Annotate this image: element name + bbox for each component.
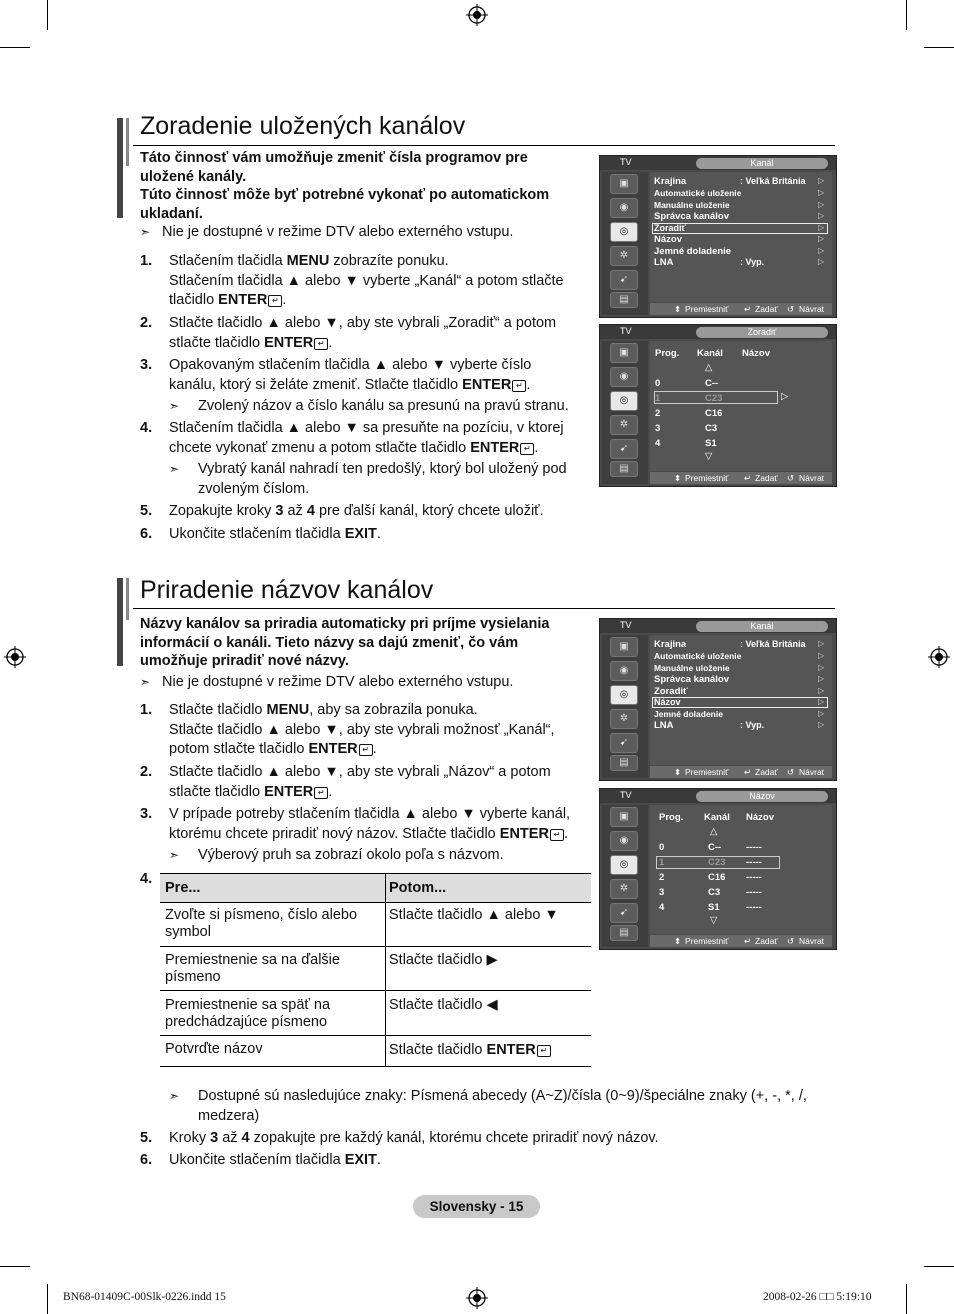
osd-menu-item[interactable]: Jemné doladenie <box>654 246 732 257</box>
text: Stlačte tlačidlo ▲ alebo ▼, aby ste vybrali „Zoradiť“ a potom <box>169 315 557 331</box>
application-icon[interactable]: ▤ <box>610 755 638 771</box>
table-cell: ----- <box>746 902 762 913</box>
text: Stlačte tlačidlo <box>389 1042 487 1058</box>
section-bar <box>117 578 123 666</box>
section-title: Zoradenie uložených kanálov <box>140 112 466 140</box>
table-cell: 0 <box>655 378 661 389</box>
step-3: V prípade potreby stlačením tlačidla ▲ alebo ▼ vyberte kanál, ktorému chcete priradiť nový názov. Stlačte tlačidlo ENTER ↵ . <box>169 805 589 844</box>
osd-title: Zoradiť <box>696 327 828 338</box>
osd-menu-item[interactable]: Jemné doladenie <box>654 709 723 719</box>
arrow-down-icon: ▽ <box>705 451 713 462</box>
text: Stlačte tlačidlo ▲ alebo ▼, aby ste vybrali možnosť „Kanál“, <box>169 721 555 738</box>
channel-icon[interactable]: ◎ <box>610 855 638 875</box>
table-rule <box>160 1066 591 1067</box>
step-3: Opakovaným stlačením tlačidla ▲ alebo ▼ vyberte číslo kanálu, ktorý si želáte zmeniť. Stlačte tlačidlo ENTER ↵ . <box>169 356 589 395</box>
osd-tv-label: TV <box>620 326 632 336</box>
osd-menu-item[interactable]: LNA <box>654 720 674 731</box>
osd-menu-item[interactable]: Zoradiť <box>654 686 688 697</box>
picture-icon[interactable]: ▣ <box>610 807 638 827</box>
osd-tv-label: TV <box>620 790 632 800</box>
text: Kroky <box>169 1130 211 1146</box>
text: zobrazíte ponuku. <box>329 253 449 269</box>
step-2: Stlačte tlačidlo ▲ alebo ▼, aby ste vybrali „Zoradiť“ a potom stlačte tlačidlo ENTER ↵ . <box>169 314 589 353</box>
arrow-right-icon: ▷ <box>818 188 825 197</box>
osd-menu-item[interactable]: Správca kanálov <box>654 674 729 685</box>
arrow-right-icon: ▷ <box>818 211 825 220</box>
arrow-right-icon: ▷ <box>818 709 825 718</box>
note <box>169 846 589 866</box>
osd-menu-value: : Veľká Británia <box>740 176 806 186</box>
key-enter: ENTER <box>486 1042 536 1058</box>
table-cell[interactable]: ----- <box>746 857 762 868</box>
table-header-bg <box>160 874 591 902</box>
text: až <box>283 503 307 519</box>
intro-line: uložené kanály. <box>140 168 247 185</box>
table-cell: 4 <box>655 438 661 449</box>
note-text: zvoleným číslom. <box>198 480 310 497</box>
osd-enter: Zadať <box>755 304 778 314</box>
table-cell[interactable]: C23 <box>708 857 726 868</box>
table-cell[interactable]: 1 <box>659 857 665 868</box>
title-rule <box>133 145 835 146</box>
text: Stlačte tlačidlo ▲ alebo ▼, aby ste vybrali „Názov“ a potom <box>169 764 551 780</box>
osd-menu-item[interactable]: Názov <box>654 697 681 707</box>
section-bar <box>117 118 123 218</box>
intro-line: Názvy kanálov sa priradia automaticky pri príjme vysielania <box>140 616 550 632</box>
arrow-right-icon: ▷ <box>818 234 825 243</box>
file-slug: BN68-01409C-00Slk-0226.indd 15 <box>63 1291 226 1303</box>
move-icon: ⬍ <box>674 936 682 946</box>
picture-icon[interactable]: ▣ <box>610 343 638 363</box>
step-5 <box>169 502 589 522</box>
key-enter: ENTER <box>470 439 520 456</box>
application-icon[interactable]: ▤ <box>610 925 638 941</box>
application-icon[interactable]: ▤ <box>610 461 638 477</box>
move-icon: ⬍ <box>674 473 682 483</box>
osd-move: Premiestniť <box>685 473 729 483</box>
note-arrow-icon: ➣ <box>169 848 180 862</box>
intro-line: informácií o kanáli. Tieto názvy sa dajú zmeniť, čo vám <box>140 634 519 651</box>
osd-menu-value: : Vyp. <box>740 720 765 730</box>
input-icon[interactable]: ➹ <box>610 439 638 459</box>
arrow-right-icon: ▷ <box>818 246 825 255</box>
return-icon: ↺ <box>787 473 795 483</box>
return-icon: ↺ <box>787 767 795 777</box>
sound-icon[interactable]: ◉ <box>610 367 638 387</box>
table-cell: ----- <box>746 887 762 898</box>
application-icon[interactable]: ▤ <box>610 292 638 308</box>
osd-menu-item[interactable]: Správca kanálov <box>654 211 729 222</box>
table-cell: 2 <box>655 408 661 419</box>
step-6 <box>169 1151 589 1171</box>
osd-name-screen <box>599 788 837 950</box>
osd-sort-screen <box>599 324 837 487</box>
step-number: 3. <box>140 357 153 373</box>
text: zopakujte pre každý kanál, ktorému chcete priradiť nový názov. <box>249 1130 659 1146</box>
osd-return: Návrat <box>799 936 825 946</box>
text: Stlačením tlačidla ▲ alebo ▼ sa presuňte na pozíciu, v ktorej <box>169 420 564 436</box>
text: V prípade potreby stlačením tlačidla ▲ alebo ▼ vyberte kanál, <box>169 806 571 822</box>
note-text: Zvolený názov a číslo kanálu sa presunú na pravú stranu. <box>198 398 569 414</box>
setup-icon[interactable]: ✲ <box>610 415 638 435</box>
step-number: 6. <box>140 526 153 542</box>
table-header: Potom... <box>389 880 447 896</box>
setup-icon[interactable]: ✲ <box>610 246 638 266</box>
osd-enter: Zadať <box>755 936 778 946</box>
table-cell: Stlačte tlačidlo ◀ <box>389 997 498 1013</box>
enter-icon: ↵ <box>520 443 534 455</box>
osd-content <box>650 805 832 934</box>
step-2: Stlačte tlačidlo ▲ alebo ▼, aby ste vybrali „Názov“ a potom stlačte tlačidlo ENTER ↵ . <box>169 763 589 802</box>
table-cell: C3 <box>705 423 718 434</box>
step-number: 2. <box>140 764 153 780</box>
key-exit: EXIT <box>344 526 377 542</box>
text: Opakovaným stlačením tlačidla ▲ alebo ▼ vyberte číslo <box>169 357 532 373</box>
arrow-right-icon: ▷ <box>818 223 825 232</box>
osd-channel-menu <box>599 155 837 318</box>
arrow-right-icon: ▷ <box>818 639 825 648</box>
arrow-right-icon: ▷ <box>818 674 825 683</box>
picture-icon[interactable]: ▣ <box>610 637 638 657</box>
text: Zopakujte kroky <box>169 503 276 519</box>
text: Ukončite stlačením tlačidla <box>169 1152 345 1168</box>
date-slug: 2008-02-26 □□ 5:19:10 <box>763 1291 872 1303</box>
osd-menu-item[interactable]: Zoradiť <box>654 223 686 233</box>
arrow-right-icon: ▷ <box>818 176 825 185</box>
arrow-right-icon: ▷ <box>818 200 825 209</box>
enter-icon: ↵ <box>744 936 752 946</box>
text: tlačidlo <box>169 292 219 308</box>
registration-mark-icon <box>466 4 488 26</box>
input-icon[interactable]: ➹ <box>610 270 638 290</box>
table-rule <box>385 874 386 1066</box>
table-cell: S1 <box>705 438 717 449</box>
enter-icon: ↵ <box>744 767 752 777</box>
note-text: Nie je dostupné v režime DTV alebo externého vstupu. <box>162 674 514 690</box>
table-cell: Potvrďte názov <box>165 1041 263 1057</box>
arrow-right-icon: ▷ <box>818 720 825 729</box>
note <box>140 673 513 693</box>
osd-menu-item[interactable]: Manuálne uloženie <box>654 663 730 673</box>
text: Stlačením tlačidla <box>169 253 287 269</box>
key-enter: ENTER <box>264 334 314 351</box>
step-4: Stlačením tlačidla ▲ alebo ▼ sa presuňte na pozíciu, v ktorej chcete vykonať zmenu a potom stlačte tlačidlo ENTER ↵ . <box>169 419 589 458</box>
section-title: Priradenie názvov kanálov <box>140 576 434 604</box>
text: . <box>376 526 381 542</box>
picture-icon[interactable]: ▣ <box>610 174 638 194</box>
osd-move: Premiestniť <box>685 304 729 314</box>
enter-icon: ↵ <box>744 304 752 314</box>
osd-move: Premiestniť <box>685 767 729 777</box>
key-enter: ENTER <box>264 783 314 800</box>
table-cell <box>389 1042 551 1058</box>
sound-icon[interactable]: ◉ <box>610 831 638 851</box>
intro-line: umožňuje priradiť nové názvy. <box>140 653 349 669</box>
table-cell: Zvoľte si písmeno, číslo alebo symbol <box>165 907 358 940</box>
sound-icon[interactable]: ◉ <box>610 198 638 218</box>
enter-icon: ↵ <box>359 744 373 756</box>
column-header: Názov <box>746 812 774 823</box>
table-cell: 4 <box>659 902 665 913</box>
text: pre ďalší kanál, ktorý chcete uložiť. <box>314 503 544 519</box>
step-1: Stlačením tlačidla MENU zobrazíte ponuku. Stlačením tlačidla ▲ alebo ▼ vyberte „Kanál“ a potom stlačte tlačidlo ENTER ↵ . <box>169 252 589 311</box>
step-number: 5. <box>140 1130 153 1146</box>
table-cell: 3 <box>659 887 665 898</box>
table-rule <box>160 990 591 991</box>
arrow-right-icon: ▷ <box>781 391 789 402</box>
registration-mark-icon <box>4 646 26 668</box>
table-cell: 0 <box>659 842 665 853</box>
step-number: 4. <box>140 871 153 887</box>
key-enter: ENTER <box>218 292 268 308</box>
sound-icon[interactable]: ◉ <box>610 661 638 681</box>
osd-channel-menu <box>599 618 837 781</box>
osd-enter: Zadať <box>755 767 778 777</box>
setup-icon[interactable]: ✲ <box>610 879 638 899</box>
enter-icon: ↵ <box>268 295 282 307</box>
enter-icon: ↵ <box>314 338 328 350</box>
osd-content <box>650 341 832 471</box>
table-cell: 2 <box>659 872 665 883</box>
note-text: medzera) <box>198 1107 260 1124</box>
note-text: Dostupné sú nasledujúce znaky: Písmená abecedy (A~Z)/čísla (0~9)/špeciálne znaky (+, -, *, /, <box>198 1088 807 1104</box>
text: Stlačte tlačidlo <box>169 702 267 718</box>
osd-menu-item[interactable]: Krajina <box>654 639 687 650</box>
return-icon: ↺ <box>787 936 795 946</box>
note-arrow-icon: ➣ <box>169 462 180 476</box>
table-cell: Premiestnenie sa späť na predchádzajúce písmeno <box>165 997 331 1030</box>
column-header: Prog. <box>655 348 680 359</box>
osd-menu-item[interactable]: Krajina <box>654 176 687 187</box>
osd-menu-value: : Vyp. <box>740 257 765 267</box>
setup-icon[interactable]: ✲ <box>610 709 638 729</box>
table-cell: ----- <box>746 842 762 853</box>
step-5 <box>169 1129 829 1149</box>
step-number: 5. <box>140 503 153 519</box>
move-icon: ⬍ <box>674 304 682 314</box>
note-arrow-icon: ➣ <box>140 225 151 239</box>
text: až <box>218 1130 242 1146</box>
table-rule <box>160 902 591 903</box>
osd-menu-item[interactable]: Manuálne uloženie <box>654 200 730 210</box>
table-cell: S1 <box>708 902 720 913</box>
arrow-right-icon: ▷ <box>818 651 825 660</box>
osd-return: Návrat <box>799 767 825 777</box>
arrow-right-icon: ▷ <box>818 257 825 266</box>
osd-title: Kanál <box>696 158 828 169</box>
osd-menu-item[interactable]: Automatické uloženie <box>654 651 742 661</box>
arrow-down-icon: ▽ <box>710 915 718 926</box>
column-header: Názov <box>742 348 770 359</box>
intro-line: ukladaní. <box>140 205 203 222</box>
section-bar <box>126 578 129 620</box>
osd-title: Názov <box>696 791 828 802</box>
text: 4 <box>241 1130 250 1146</box>
table-cell[interactable]: C23 <box>705 393 723 404</box>
osd-return: Návrat <box>799 473 825 483</box>
key-enter: ENTER <box>499 825 549 842</box>
step-1: Stlačte tlačidlo MENU, aby sa zobrazila ponuka. Stlačte tlačidlo ▲ alebo ▼, aby ste vybrali možnosť „Kanál“, potom stlačte tlačidlo ENTER ↵ . <box>169 701 589 760</box>
note-text: Výberový pruh sa zobrazí okolo poľa s názvom. <box>198 847 504 863</box>
osd-tv-label: TV <box>620 620 632 630</box>
text: . <box>376 1152 381 1168</box>
arrow-right-icon: ▷ <box>818 663 825 672</box>
table-cell: ----- <box>746 872 762 883</box>
channel-icon[interactable]: ◎ <box>610 685 638 705</box>
note-arrow-icon: ➣ <box>169 1089 180 1103</box>
osd-footer <box>650 303 832 315</box>
note <box>169 397 589 417</box>
osd-enter: Zadať <box>755 473 778 483</box>
osd-menu-value: : Veľká Británia <box>740 639 806 649</box>
text: stlačte tlačidlo <box>169 334 265 351</box>
table-cell: Stlačte tlačidlo ▲ alebo ▼ <box>389 907 559 923</box>
column-header: Kanál <box>697 348 723 359</box>
enter-icon: ↵ <box>314 787 328 799</box>
osd-menu-item[interactable]: Názov <box>654 234 682 245</box>
enter-icon: ↵ <box>744 473 752 483</box>
osd-menu-item[interactable]: LNA <box>654 257 674 268</box>
text: stlačte tlačidlo <box>169 783 265 800</box>
intro-line: Túto činnosť môže byť potrebné vykonať po automatickom <box>140 187 550 203</box>
text: ktorému chcete priradiť nový názov. Stlačte tlačidlo <box>169 825 500 842</box>
text: 3 <box>210 1130 219 1146</box>
osd-title: Kanál <box>696 621 828 632</box>
section-bar <box>126 118 129 166</box>
section-intro <box>140 615 580 671</box>
arrow-right-icon: ▷ <box>818 686 825 695</box>
table-cell: C3 <box>708 887 721 898</box>
step-6 <box>169 525 589 545</box>
column-header: Kanál <box>704 812 730 823</box>
osd-return: Návrat <box>799 304 825 314</box>
osd-move: Premiestniť <box>685 936 729 946</box>
text: kanálu, ktorý si želáte zmeniť. Stlačte tlačidlo <box>169 376 463 393</box>
step-number: 4. <box>140 420 153 436</box>
osd-tv-label: TV <box>620 157 632 167</box>
text: , aby sa zobrazila ponuka. <box>309 702 478 718</box>
table-cell[interactable]: 1 <box>655 393 661 404</box>
key-exit: EXIT <box>344 1152 377 1168</box>
text: Ukončite stlačením tlačidla <box>169 526 345 542</box>
table-cell: C16 <box>708 872 726 883</box>
table-cell: 3 <box>655 423 661 434</box>
osd-footer <box>650 766 832 778</box>
key-enter: ENTER <box>462 376 512 393</box>
text: Stlačením tlačidla ▲ alebo ▼ vyberte „Kanál“ a potom stlačte <box>169 272 564 289</box>
channel-icon[interactable]: ◎ <box>610 222 638 242</box>
table-cell: Premiestnenie sa na ďalšie písmeno <box>165 952 340 985</box>
osd-footer <box>650 472 832 484</box>
table-cell: C-- <box>708 842 722 853</box>
osd-footer <box>650 935 832 947</box>
table-cell: Stlačte tlačidlo ▶ <box>389 952 498 968</box>
arrow-up-icon: △ <box>705 362 713 373</box>
column-header: Prog. <box>659 812 684 823</box>
text: 4 <box>306 503 315 519</box>
note <box>169 1087 829 1126</box>
intro-line: Táto činnosť vám umožňuje zmeniť čísla programov pre <box>140 150 528 166</box>
step-number: 2. <box>140 315 153 331</box>
arrow-up-icon: △ <box>710 826 718 837</box>
key-menu: MENU <box>286 253 330 269</box>
title-rule <box>133 608 835 609</box>
note-text: Vybratý kanál nahradí ten predošlý, ktorý bol uložený pod <box>198 461 567 477</box>
note-arrow-icon: ➣ <box>169 399 180 413</box>
step-number: 1. <box>140 702 153 718</box>
page-number: Slovensky - 15 <box>413 1195 540 1218</box>
step-number: 1. <box>140 253 153 269</box>
section-intro <box>140 149 580 223</box>
key-menu: MENU <box>266 702 310 718</box>
note <box>169 460 589 499</box>
osd-menu-item[interactable]: Automatické uloženie <box>654 188 742 198</box>
enter-icon: ↵ <box>550 829 564 841</box>
enter-icon: ↵ <box>537 1045 551 1057</box>
note-text: Nie je dostupné v režime DTV alebo externého vstupu. <box>162 224 514 240</box>
return-icon: ↺ <box>787 304 795 314</box>
channel-icon[interactable]: ◎ <box>610 391 638 411</box>
step-number: 6. <box>140 1152 153 1168</box>
key-enter: ENTER <box>308 741 358 757</box>
text: chcete vykonať zmenu a potom stlačte tlačidlo <box>169 439 471 456</box>
table-header: Pre... <box>165 880 201 896</box>
table-rule <box>160 946 591 947</box>
enter-icon: ↵ <box>512 380 526 392</box>
input-icon[interactable]: ➹ <box>610 733 638 753</box>
note <box>140 223 513 243</box>
registration-mark-icon <box>928 646 950 668</box>
registration-mark-icon <box>466 1287 488 1309</box>
input-icon[interactable]: ➹ <box>610 903 638 923</box>
text: 3 <box>275 503 284 519</box>
step-number: 3. <box>140 806 153 822</box>
text: potom stlačte tlačidlo <box>169 741 309 757</box>
table-cell: C16 <box>705 408 723 419</box>
move-icon: ⬍ <box>674 767 682 777</box>
note-arrow-icon: ➣ <box>140 675 151 689</box>
table-cell: C-- <box>705 378 719 389</box>
arrow-right-icon: ▷ <box>818 697 825 706</box>
table-rule <box>160 1035 591 1036</box>
